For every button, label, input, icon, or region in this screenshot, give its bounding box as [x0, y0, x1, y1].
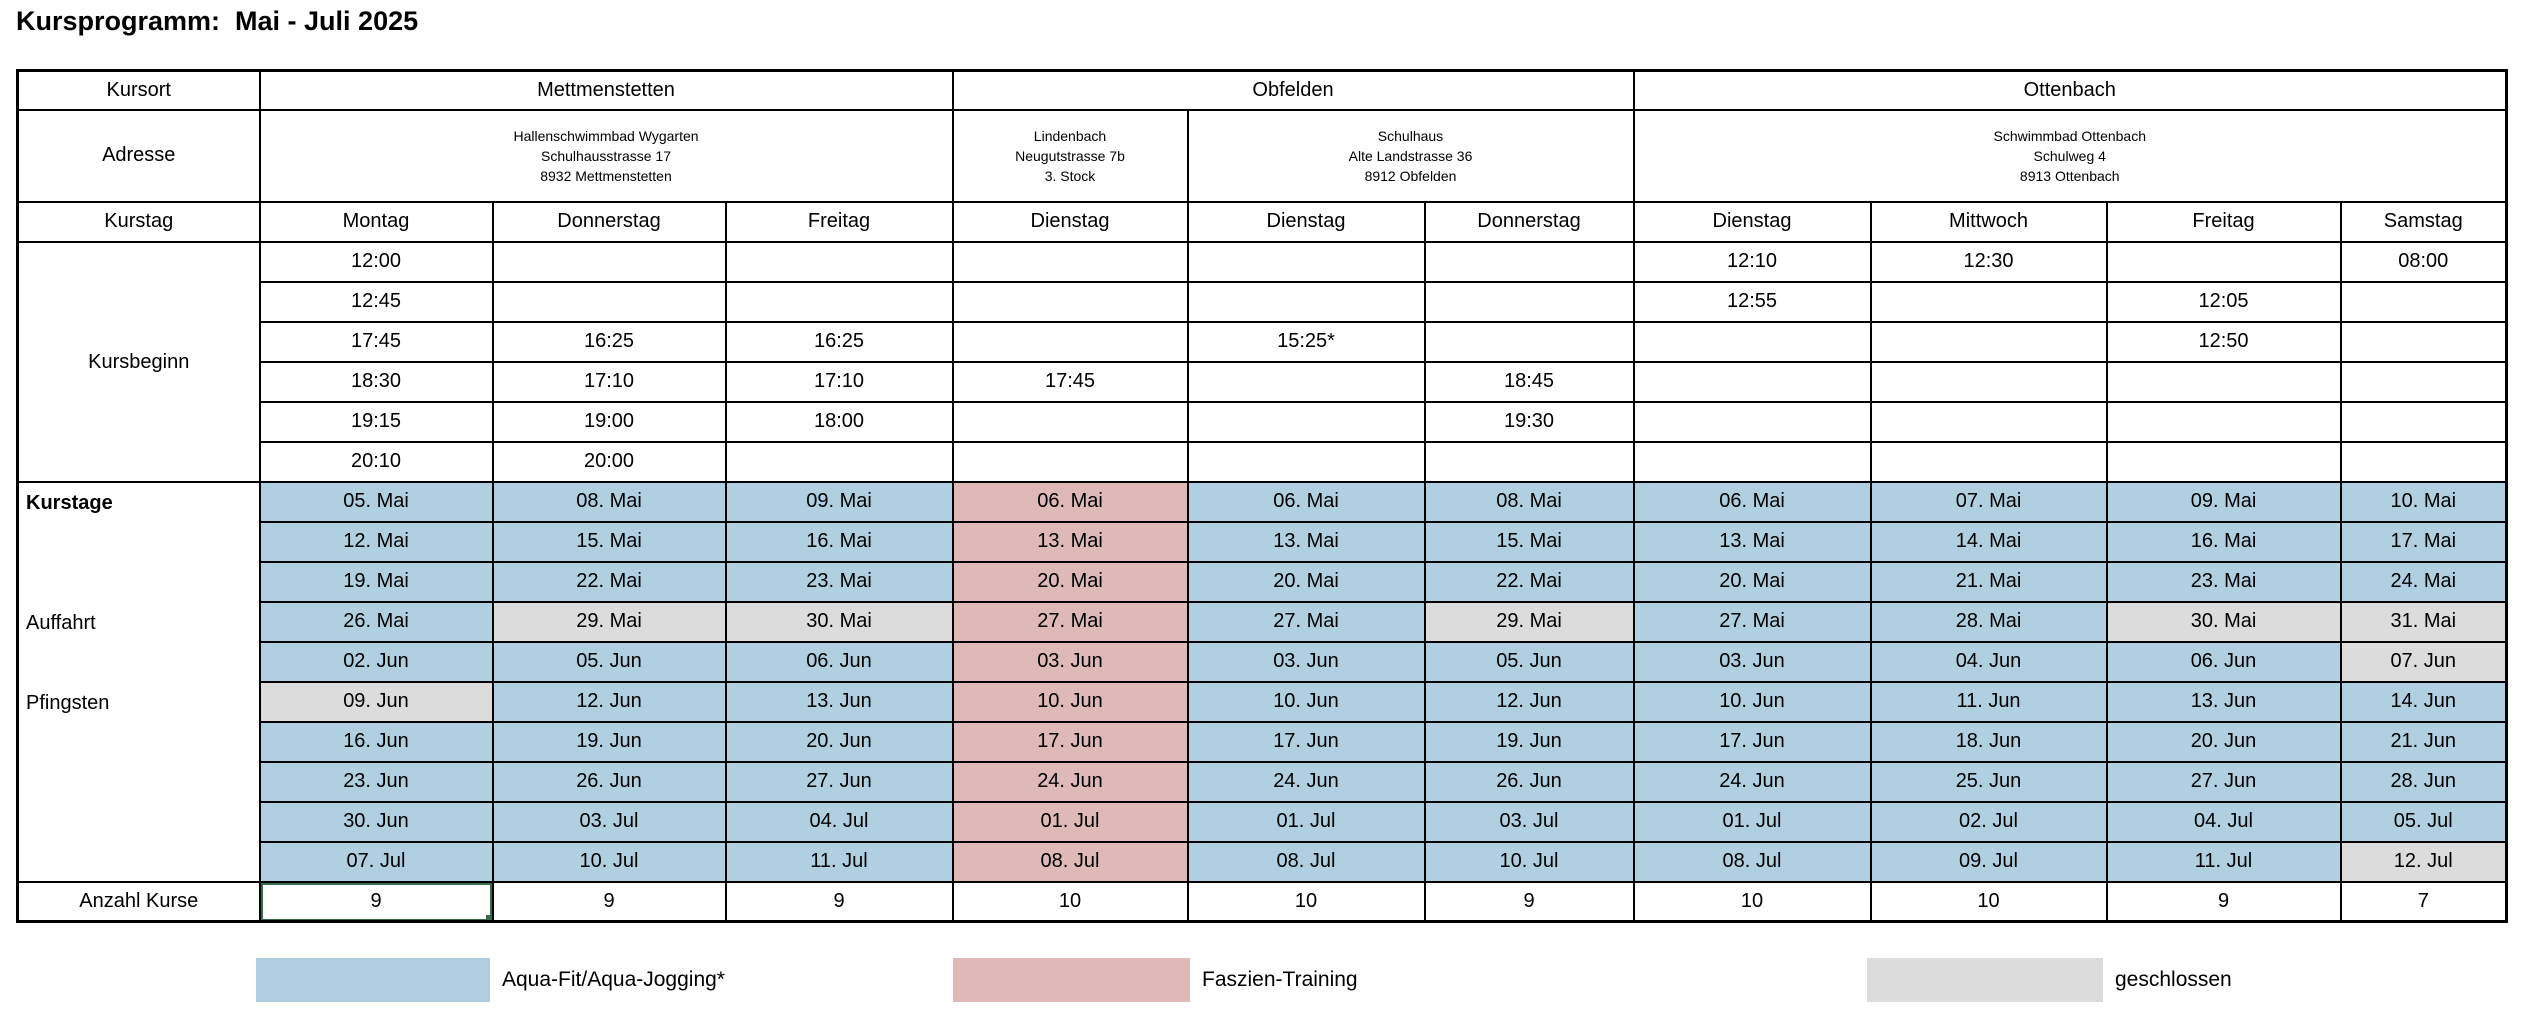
time-cell[interactable]	[1425, 282, 1634, 322]
legend-swatch-aqua	[256, 958, 490, 1002]
time-cell[interactable]	[1871, 362, 2107, 402]
date-cell[interactable]: 12. Jun	[1425, 682, 1634, 722]
date-cell[interactable]: 25. Jun	[1871, 762, 2107, 802]
time-cell[interactable]: 12:10	[1634, 242, 1871, 282]
time-cell[interactable]: 15:25*	[1188, 322, 1425, 362]
date-cell[interactable]: 31. Mai	[2341, 602, 2507, 642]
date-cell[interactable]: 15. Mai	[1425, 522, 1634, 562]
table-row	[18, 802, 2507, 842]
table-row	[18, 282, 2507, 322]
date-cell[interactable]: 13. Mai	[953, 522, 1188, 562]
table-row	[18, 842, 2507, 882]
date-cell[interactable]: 12. Jun	[493, 682, 726, 722]
date-cell[interactable]: 05. Jun	[1425, 642, 1634, 682]
date-cell[interactable]: 23. Jun	[260, 762, 493, 802]
date-cell[interactable]: 19. Jun	[493, 722, 726, 762]
date-cell[interactable]: 16. Mai	[2107, 522, 2341, 562]
date-cell[interactable]: 20. Mai	[953, 562, 1188, 602]
date-cell[interactable]: 10. Jun	[1634, 682, 1871, 722]
date-cell[interactable]: 13. Mai	[1634, 522, 1871, 562]
time-cell[interactable]: 19:30	[1425, 402, 1634, 442]
address-line: 8912 Obfelden	[1364, 167, 1457, 184]
row-label-anzahl[interactable]: Anzahl Kurse	[18, 882, 260, 922]
date-cell[interactable]: 03. Jul	[493, 802, 726, 842]
time-cell[interactable]: 18:00	[726, 402, 953, 442]
time-cell[interactable]: 12:45	[260, 282, 493, 322]
time-cell[interactable]	[1634, 442, 1871, 482]
time-cell[interactable]	[953, 322, 1188, 362]
date-cell[interactable]: 17. Jun	[1188, 722, 1425, 762]
time-cell[interactable]: 12:55	[1634, 282, 1871, 322]
time-cell[interactable]	[493, 242, 726, 282]
location-header-obfelden[interactable]: Obfelden	[953, 71, 1634, 110]
day-header-7[interactable]: Mittwoch	[1871, 202, 2107, 242]
time-cell[interactable]	[953, 242, 1188, 282]
date-cell[interactable]: 20. Mai	[1634, 562, 1871, 602]
date-cell[interactable]: 29. Mai	[1425, 602, 1634, 642]
time-cell[interactable]	[1188, 402, 1425, 442]
date-cell[interactable]: 27. Mai	[1188, 602, 1425, 642]
date-cell[interactable]: 27. Jun	[2107, 762, 2341, 802]
date-cell[interactable]: 01. Jul	[953, 802, 1188, 842]
table-row	[18, 110, 2507, 202]
course-count-cell[interactable]: 10	[1188, 882, 1425, 922]
time-cell[interactable]	[1425, 442, 1634, 482]
date-cell[interactable]: 17. Mai	[2341, 522, 2507, 562]
date-cell[interactable]: 18. Jun	[1871, 722, 2107, 762]
date-cell[interactable]: 10. Jun	[953, 682, 1188, 722]
row-label-auffahrt[interactable]: Auffahrt	[26, 611, 96, 634]
date-cell[interactable]: 03. Jun	[953, 642, 1188, 682]
date-cell[interactable]: 02. Jun	[260, 642, 493, 682]
address-line: 8932 Mettmenstetten	[540, 167, 672, 184]
date-cell[interactable]: 16. Jun	[260, 722, 493, 762]
date-cell[interactable]: 28. Jun	[2341, 762, 2507, 802]
table-row	[18, 602, 2507, 642]
date-cell[interactable]: 22. Mai	[1425, 562, 1634, 602]
date-cell[interactable]: 13. Mai	[1188, 522, 1425, 562]
time-cell[interactable]	[953, 442, 1188, 482]
table-row	[18, 562, 2507, 602]
time-cell[interactable]	[1634, 322, 1871, 362]
date-cell[interactable]: 26. Jun	[1425, 762, 1634, 802]
time-cell[interactable]: 17:10	[493, 362, 726, 402]
date-cell[interactable]: 09. Mai	[2107, 482, 2341, 522]
date-cell[interactable]: 09. Jun	[260, 682, 493, 722]
day-header-8[interactable]: Freitag	[2107, 202, 2341, 242]
time-cell[interactable]	[1188, 362, 1425, 402]
day-header-3[interactable]: Dienstag	[953, 202, 1188, 242]
date-cell[interactable]: 30. Jun	[260, 802, 493, 842]
table-row	[18, 762, 2507, 802]
course-count-cell[interactable]: 9	[1425, 882, 1634, 922]
legend-label-aqua: Aqua-Fit/Aqua-Jogging*	[502, 968, 725, 991]
date-cell[interactable]: 14. Mai	[1871, 522, 2107, 562]
row-label-pfingsten[interactable]: Pfingsten	[26, 691, 110, 714]
time-cell[interactable]	[1871, 402, 2107, 442]
address-line: 3. Stock	[1044, 167, 1096, 184]
time-cell[interactable]: 19:15	[260, 402, 493, 442]
date-cell[interactable]: 07. Mai	[1871, 482, 2107, 522]
time-cell[interactable]: 16:25	[493, 322, 726, 362]
date-cell[interactable]: 29. Mai	[493, 602, 726, 642]
table-row	[18, 482, 2507, 522]
date-cell[interactable]: 26. Mai	[260, 602, 493, 642]
legend-item-faszien	[953, 956, 1358, 1004]
date-cell[interactable]: 15. Mai	[493, 522, 726, 562]
date-cell[interactable]: 21. Jun	[2341, 722, 2507, 762]
table-row	[18, 402, 2507, 442]
date-cell[interactable]: 05. Mai	[260, 482, 493, 522]
course-count-cell[interactable]: 10	[1871, 882, 2107, 922]
date-cell[interactable]: 11. Jun	[1871, 682, 2107, 722]
date-cell[interactable]: 06. Jun	[2107, 642, 2341, 682]
time-cell[interactable]	[1871, 442, 2107, 482]
date-cell[interactable]: 20. Jun	[726, 722, 953, 762]
table-row	[18, 882, 2507, 922]
day-header-6[interactable]: Dienstag	[1634, 202, 1871, 242]
course-table	[16, 69, 2508, 923]
time-cell[interactable]: 18:30	[260, 362, 493, 402]
table-row	[18, 522, 2507, 562]
selected-cell[interactable]: 9	[260, 882, 493, 922]
date-cell[interactable]: 30. Mai	[2107, 602, 2341, 642]
date-cell[interactable]: 03. Jun	[1634, 642, 1871, 682]
date-cell[interactable]: 06. Mai	[953, 482, 1188, 522]
course-count-cell[interactable]: 10	[953, 882, 1188, 922]
date-cell[interactable]: 28. Mai	[1871, 602, 2107, 642]
address-lines	[261, 126, 952, 186]
time-cell[interactable]	[2341, 322, 2507, 362]
date-cell[interactable]: 10. Mai	[2341, 482, 2507, 522]
date-cell[interactable]: 08. Jul	[1188, 842, 1425, 882]
course-count-cell[interactable]: 10	[1634, 882, 1871, 922]
date-cell[interactable]: 22. Mai	[493, 562, 726, 602]
legend-swatch-faszien	[953, 958, 1190, 1002]
date-cell[interactable]: 03. Jun	[1188, 642, 1425, 682]
time-cell[interactable]: 20:10	[260, 442, 493, 482]
location-header-ottenbach[interactable]: Ottenbach	[1634, 71, 2507, 110]
time-cell[interactable]	[726, 282, 953, 322]
address-line: Alte Landstrasse 36	[1348, 147, 1473, 164]
date-cell[interactable]: 27. Mai	[953, 602, 1188, 642]
date-cell[interactable]: 08. Jul	[953, 842, 1188, 882]
date-cell[interactable]: 12. Jul	[2341, 842, 2507, 882]
time-cell[interactable]	[493, 282, 726, 322]
table-row	[18, 322, 2507, 362]
date-cell[interactable]: 24. Jun	[1634, 762, 1871, 802]
time-cell[interactable]	[2107, 442, 2341, 482]
row-label-kursbeginn[interactable]: Kursbeginn	[18, 242, 260, 482]
date-cell[interactable]: 17. Jun	[953, 722, 1188, 762]
location-header-mettmenstetten[interactable]: Mettmenstetten	[260, 71, 953, 110]
time-cell[interactable]: 19:00	[493, 402, 726, 442]
date-cell[interactable]: 07. Jun	[2341, 642, 2507, 682]
address-obfelden-2[interactable]	[1188, 110, 1634, 202]
row-label-kurstage-block[interactable]	[18, 482, 260, 882]
time-cell[interactable]	[726, 442, 953, 482]
time-cell[interactable]	[1188, 282, 1425, 322]
time-cell[interactable]	[1871, 282, 2107, 322]
date-cell[interactable]: 17. Jun	[1634, 722, 1871, 762]
time-cell[interactable]: 17:45	[260, 322, 493, 362]
course-count-cell[interactable]: 9	[2107, 882, 2341, 922]
time-cell[interactable]	[2341, 402, 2507, 442]
date-cell[interactable]: 13. Jun	[2107, 682, 2341, 722]
legend-item-geschlossen	[1867, 956, 2232, 1004]
row-label-kursort[interactable]: Kursort	[18, 71, 260, 110]
address-line: Hallenschwimmbad Wygarten	[513, 127, 699, 144]
date-cell[interactable]: 24. Jun	[1188, 762, 1425, 802]
time-cell[interactable]	[1871, 322, 2107, 362]
time-cell[interactable]	[2341, 362, 2507, 402]
date-cell[interactable]: 04. Jul	[726, 802, 953, 842]
time-cell[interactable]	[1634, 362, 1871, 402]
page-title: Kursprogramm: Mai - Juli 2025	[16, 6, 419, 36]
date-cell[interactable]: 05. Jul	[2341, 802, 2507, 842]
day-header-1[interactable]: Donnerstag	[493, 202, 726, 242]
time-cell[interactable]	[1425, 322, 1634, 362]
date-cell[interactable]: 05. Jun	[493, 642, 726, 682]
date-cell[interactable]: 20. Mai	[1188, 562, 1425, 602]
date-cell[interactable]: 19. Jun	[1425, 722, 1634, 762]
time-cell[interactable]	[953, 282, 1188, 322]
address-line: Schulweg 4	[2033, 147, 2106, 164]
row-label-adresse[interactable]: Adresse	[18, 110, 260, 202]
row-label-kurstag[interactable]: Kurstag	[18, 202, 260, 242]
address-line: Neugutstrasse 7b	[1015, 147, 1125, 164]
date-cell[interactable]: 13. Jun	[726, 682, 953, 722]
day-header-2[interactable]: Freitag	[726, 202, 953, 242]
time-cell[interactable]	[2341, 442, 2507, 482]
time-cell[interactable]	[2341, 282, 2507, 322]
date-cell[interactable]: 02. Jul	[1871, 802, 2107, 842]
time-cell[interactable]: 20:00	[493, 442, 726, 482]
time-cell[interactable]: 18:45	[1425, 362, 1634, 402]
row-label-kurstage[interactable]: Kurstage	[26, 491, 113, 514]
date-cell[interactable]: 10. Jul	[493, 842, 726, 882]
address-lines	[954, 126, 1187, 186]
time-cell[interactable]: 17:10	[726, 362, 953, 402]
date-cell[interactable]: 27. Jun	[726, 762, 953, 802]
day-header-5[interactable]: Donnerstag	[1425, 202, 1634, 242]
date-cell[interactable]: 04. Jul	[2107, 802, 2341, 842]
address-lines	[1189, 126, 1633, 186]
table-row	[18, 202, 2507, 242]
address-line: Schwimmbad Ottenbach	[1993, 127, 2147, 144]
time-cell[interactable]	[2107, 402, 2341, 442]
address-line: Lindenbach	[1033, 127, 1107, 144]
address-ottenbach[interactable]	[1634, 110, 2507, 202]
date-cell[interactable]: 09. Jul	[1871, 842, 2107, 882]
date-cell[interactable]: 19. Mai	[260, 562, 493, 602]
selected-cell-border[interactable]	[260, 882, 493, 922]
date-cell[interactable]: 06. Mai	[1188, 482, 1425, 522]
table-row	[18, 442, 2507, 482]
time-cell[interactable]	[726, 242, 953, 282]
day-header-0[interactable]: Montag	[260, 202, 493, 242]
legend-item-aqua	[256, 956, 725, 1004]
date-cell[interactable]: 01. Jul	[1634, 802, 1871, 842]
date-cell[interactable]: 09. Mai	[726, 482, 953, 522]
day-header-9[interactable]: Samstag	[2341, 202, 2507, 242]
legend	[16, 956, 2524, 1004]
table-row	[18, 71, 2507, 110]
date-cell[interactable]: 01. Jul	[1188, 802, 1425, 842]
date-cell[interactable]: 26. Jun	[493, 762, 726, 802]
day-header-4[interactable]: Dienstag	[1188, 202, 1425, 242]
date-cell[interactable]: 16. Mai	[726, 522, 953, 562]
time-cell[interactable]: 12:50	[2107, 322, 2341, 362]
fill-handle[interactable]	[486, 915, 493, 922]
date-cell[interactable]: 23. Mai	[726, 562, 953, 602]
address-obfelden-1[interactable]	[953, 110, 1188, 202]
date-cell[interactable]: 08. Mai	[493, 482, 726, 522]
address-line: Schulhausstrasse 17	[541, 147, 671, 164]
time-cell[interactable]	[953, 402, 1188, 442]
time-cell[interactable]: 08:00	[2341, 242, 2507, 282]
table-row	[18, 642, 2507, 682]
table-row	[18, 362, 2507, 402]
time-cell[interactable]: 16:25	[726, 322, 953, 362]
date-cell[interactable]: 23. Mai	[2107, 562, 2341, 602]
course-count-cell[interactable]: 7	[2341, 882, 2507, 922]
date-cell[interactable]: 14. Jun	[2341, 682, 2507, 722]
time-cell[interactable]: 12:30	[1871, 242, 2107, 282]
date-cell[interactable]: 03. Jul	[1425, 802, 1634, 842]
course-count-cell[interactable]: 9	[493, 882, 726, 922]
time-cell[interactable]	[1634, 402, 1871, 442]
legend-label-faszien: Faszien-Training	[1202, 968, 1358, 991]
date-cell[interactable]: 24. Mai	[2341, 562, 2507, 602]
date-cell[interactable]: 07. Jul	[260, 842, 493, 882]
time-cell[interactable]	[2107, 362, 2341, 402]
date-cell[interactable]: 06. Mai	[1634, 482, 1871, 522]
date-cell[interactable]: 21. Mai	[1871, 562, 2107, 602]
date-cell[interactable]: 27. Mai	[1634, 602, 1871, 642]
table-row	[18, 722, 2507, 762]
date-cell[interactable]: 04. Jun	[1871, 642, 2107, 682]
time-cell[interactable]	[2107, 242, 2341, 282]
date-cell[interactable]: 24. Jun	[953, 762, 1188, 802]
time-cell[interactable]	[1188, 242, 1425, 282]
time-cell[interactable]: 12:00	[260, 242, 493, 282]
address-mettmenstetten[interactable]	[260, 110, 953, 202]
date-cell[interactable]: 12. Mai	[260, 522, 493, 562]
date-cell[interactable]: 10. Jul	[1425, 842, 1634, 882]
table-row	[18, 242, 2507, 282]
date-cell[interactable]: 11. Jul	[2107, 842, 2341, 882]
date-cell[interactable]: 08. Jul	[1634, 842, 1871, 882]
date-cell[interactable]: 06. Jun	[726, 642, 953, 682]
address-line: Schulhaus	[1377, 127, 1444, 144]
table-row	[18, 682, 2507, 722]
date-cell[interactable]: 10. Jun	[1188, 682, 1425, 722]
date-cell[interactable]: 11. Jul	[726, 842, 953, 882]
address-line: 8913 Ottenbach	[2019, 167, 2120, 184]
time-cell[interactable]: 12:05	[2107, 282, 2341, 322]
legend-label-geschlossen: geschlossen	[2115, 968, 2232, 991]
date-cell[interactable]: 08. Mai	[1425, 482, 1634, 522]
time-cell[interactable]	[1425, 242, 1634, 282]
date-cell[interactable]: 20. Jun	[2107, 722, 2341, 762]
time-cell[interactable]: 17:45	[953, 362, 1188, 402]
time-cell[interactable]	[1188, 442, 1425, 482]
course-count-cell[interactable]: 9	[726, 882, 953, 922]
address-lines	[1635, 126, 2506, 186]
date-cell[interactable]: 30. Mai	[726, 602, 953, 642]
legend-swatch-geschlossen	[1867, 958, 2103, 1002]
